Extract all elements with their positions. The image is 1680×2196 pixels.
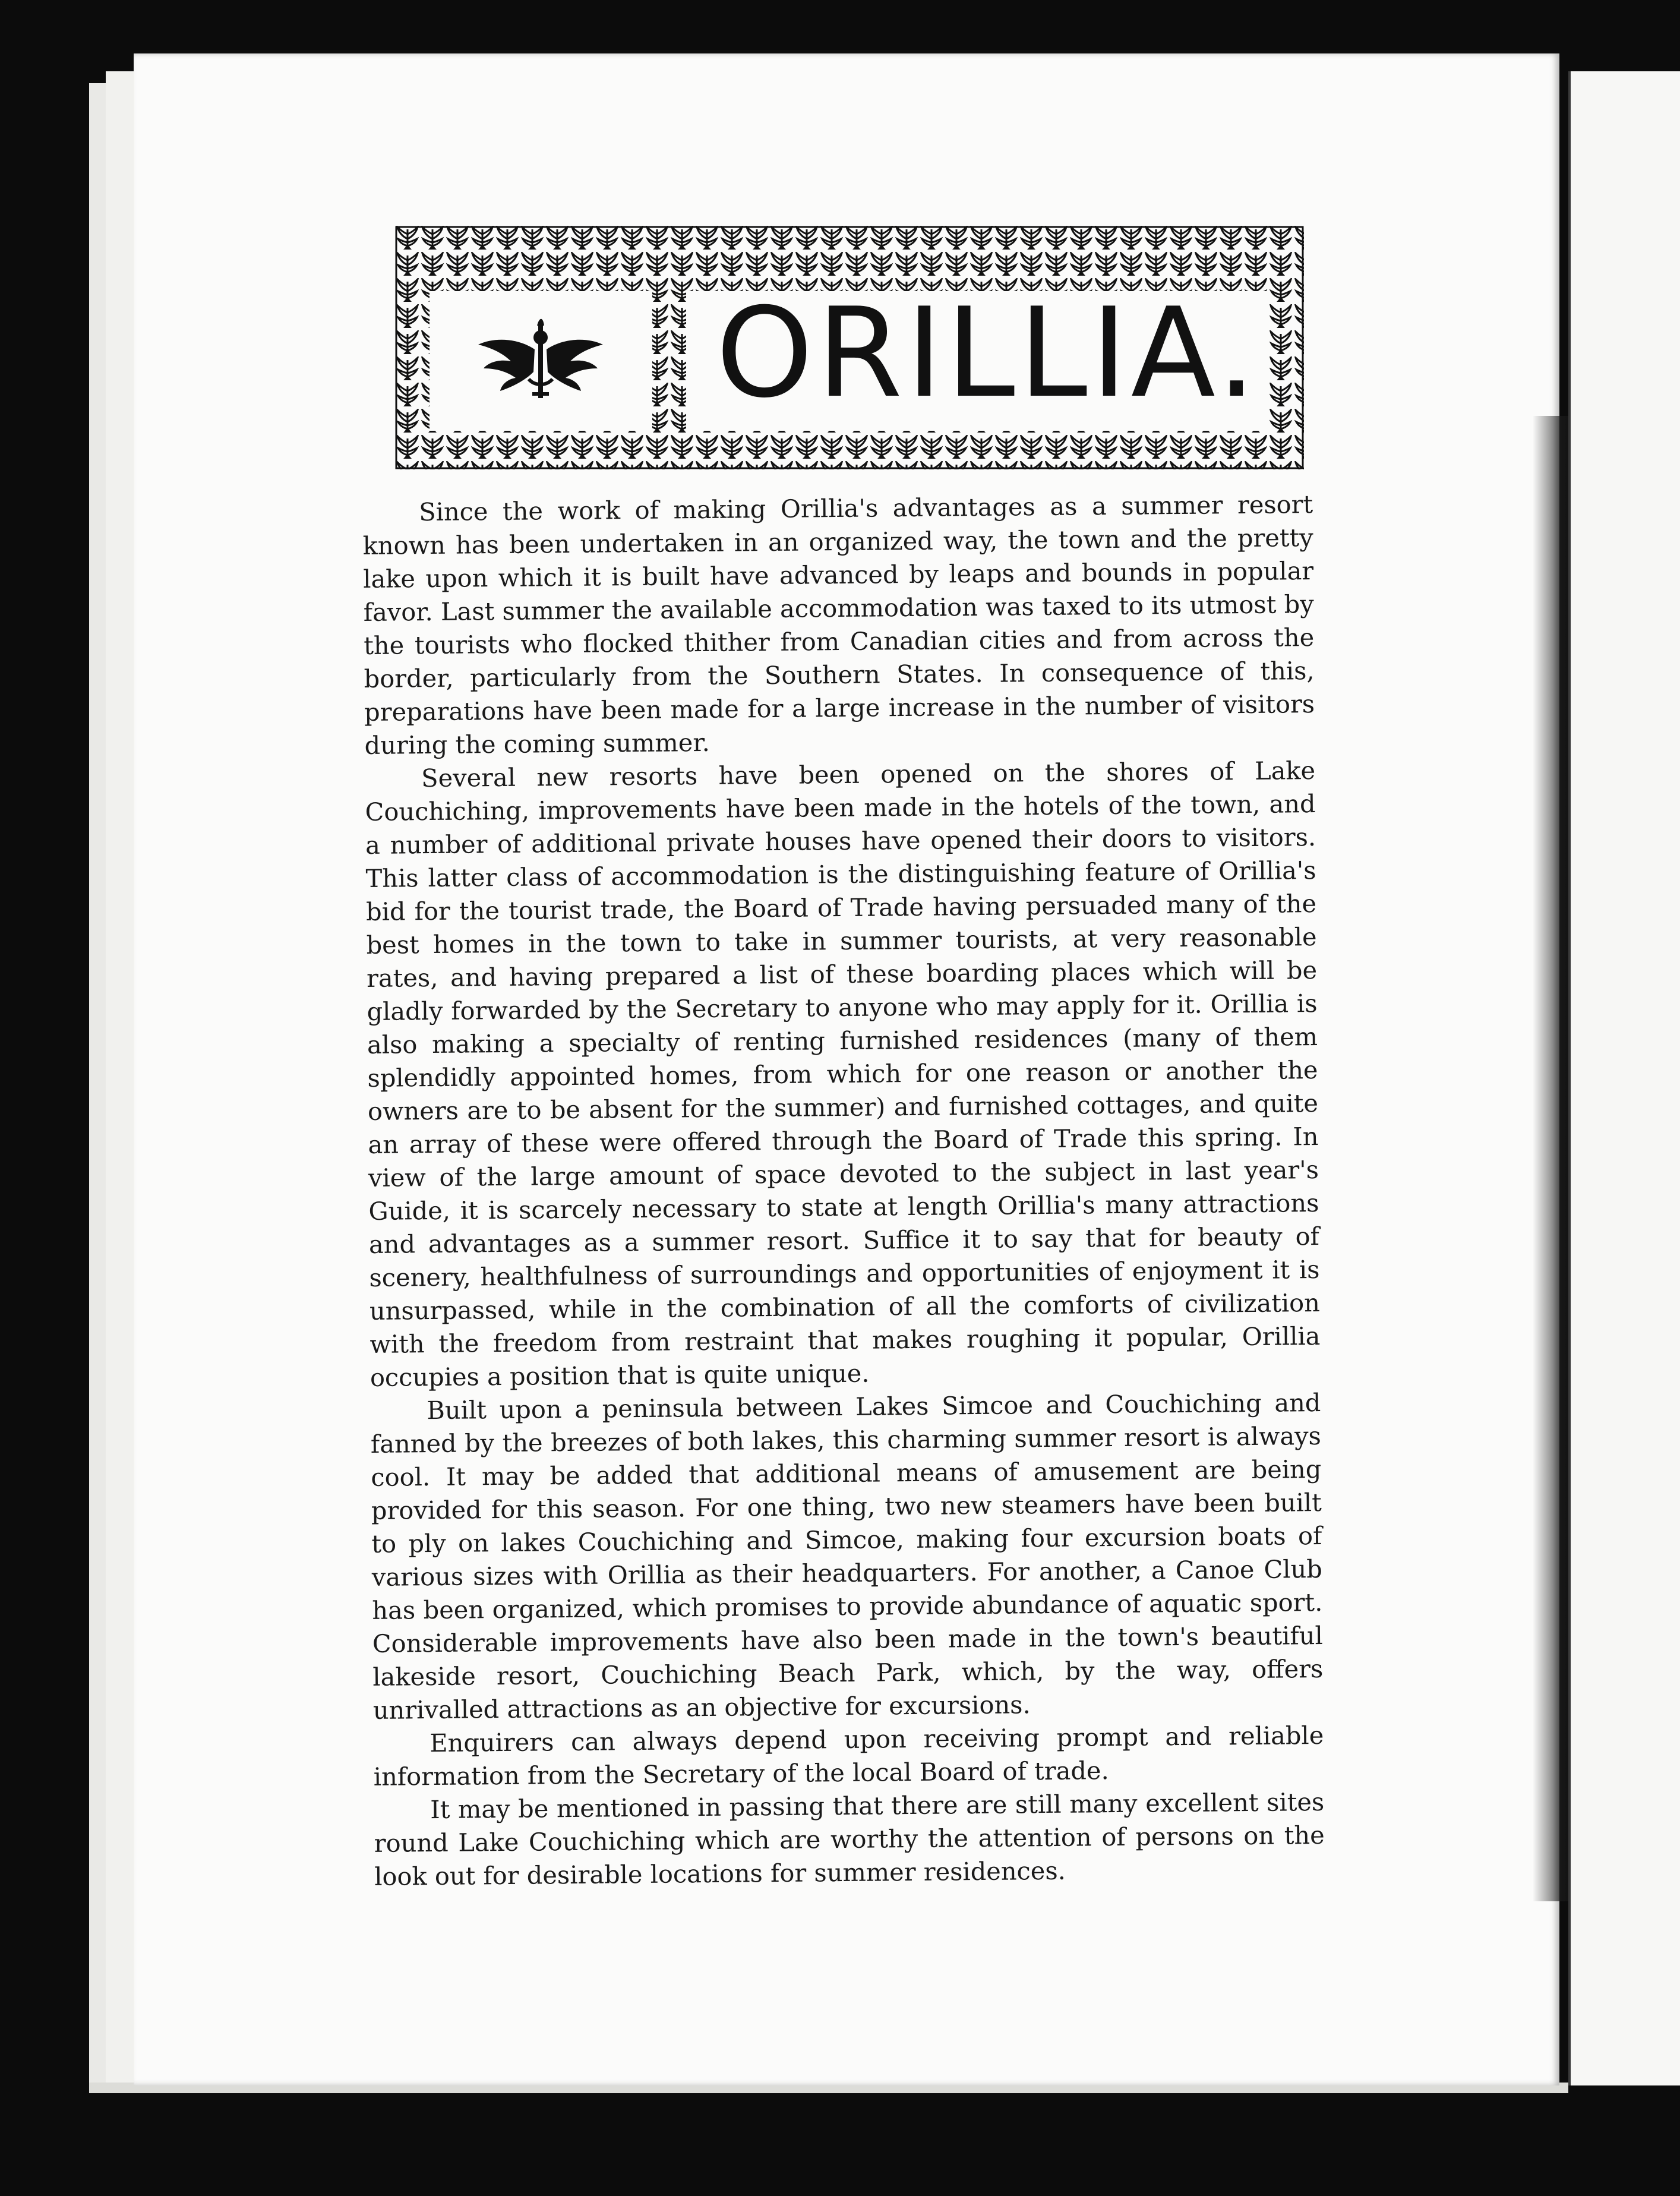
header-banner xyxy=(395,226,1304,469)
article-paragraph: Enquirers can always depend upon receiving prompt and reliable information from the Secretary of the local Board of trade. xyxy=(373,1720,1324,1791)
facing-page-edge xyxy=(1568,71,1680,2085)
article-paragraph: Built upon a peninsula between Lakes Simcoe and Couchiching and fanned by the breezes of both lakes, this charming summer resort is always cool. It may be added that additional means of amusement are being provided for this season. For one thing, two new steamers have been built to ply on lakes Couchiching and Simcoe, making four excursion boats of various sizes with Orillia as their headquarters. For another, a Canoe Club has been organized, which promises to provide abundance of aquatic sport. Considerable improvements have also been made in the town's beautiful lakeside resort, Couchiching Beach Park, which, by the way, offers unrivalled attractions as an objective for excursions. xyxy=(370,1387,1324,1725)
article-body xyxy=(362,488,1325,1894)
article-paragraph: Since the work of making Orillia's advantages as a summer resort known has been undertaken in an organized way, the town and the pretty lake upon which it is built have advanced by leaps and bounds in popular favor. Last summer the available accommodation was taxed to its utmost by the tourists who flocked thither from Canadian cities and from across the border, particularly from the Southern States. In consequence of this, preparations have been made for a large increase in the number of visitors during the coming summer. xyxy=(362,490,1315,760)
page-title: ORILLIA. xyxy=(716,282,1260,425)
article-paragraph: Several new resorts have been opened on the shores of Lake Couchiching, improvements have been made in the hotels of the town, and a number of additional private houses have opened their doors to visitors. This latter class of accommodation is the distinguishing feature of Orillia's bid for the tourist trade, the Board of Trade having persuaded many of the best homes in the town to take in summer tourists, at very reasonable rates, and having prepared a list of these boarding places which will be gladly forwarded by the Secretary to anyone who may apply for it. Orillia is also making a specialty of renting furnished residences (many of them splendidly appointed homes, from which for one reason or another the owners are to be absent for the summer) and furnished cottages, and quite an array of these were offered through the Board of Trade this spring. In view of the large amount of space devoted to the subject in last year's Guide, it is scarcely necessary to state at length Orillia's many attractions and advantages as a summer resort. Suffice it to say that for beauty of scenery, healthfulness of surroundings and opportunities of enjoyment it is unsurpassed, while in the combination of all the comforts of civilization with the freedom from restraint that makes roughing it popular, Orillia occupies a position that is quite unique. xyxy=(365,756,1321,1392)
page-edge xyxy=(106,71,137,2085)
binding-shadow xyxy=(1533,416,1568,1901)
article-paragraph: It may be mentioned in passing that there are still many excellent sites round Lake Couchiching which are worthy the attention of persons on the look out for desirable locations for summer residences. xyxy=(374,1787,1325,1891)
